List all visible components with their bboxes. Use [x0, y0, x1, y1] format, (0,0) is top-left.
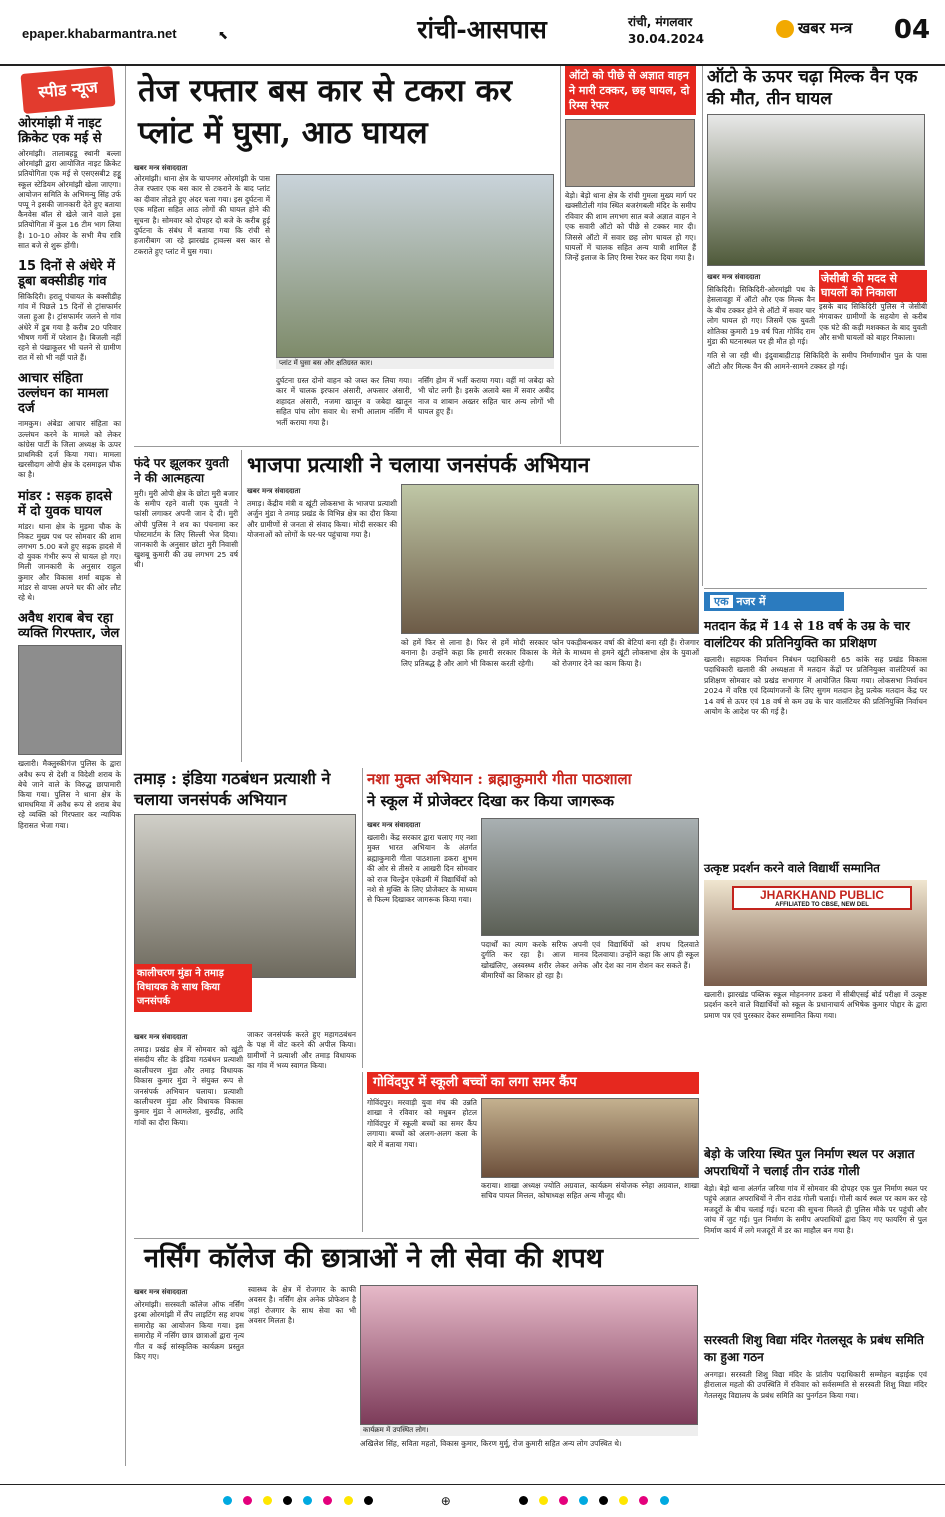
- arrest-photo: [18, 645, 122, 755]
- milk-van-text: सिकिदिरी। सिकिदिरी-ओरमांझी पथ के हेसलावड्डा में ऑटो और एक मिल्क वैन के बीच टक्कर होने से ऑटो में सवार चार लोग घायल हो गए। जिसमें एक युवती शोतिका कुमारी 19 वर्ष पिता गोविंद राम मुंडा की घटनास्थल पर ही मौत हो गई।: [707, 285, 815, 347]
- brief-title: मांडर : सड़क हादसे में दो युवक घायल: [18, 488, 112, 519]
- school-banner-sub: AFFILIATED TO CBSE, NEW DEL: [775, 902, 869, 908]
- bjp-byline: खबर मन्त्र संवाददाता: [247, 487, 301, 495]
- bridge-firing-story: [704, 1146, 927, 1328]
- nursing-col-1: [134, 1285, 244, 1449]
- summer-camp-text: गोविंदपुर। मरवाड़ी युवा मंच की उन्नति शाखा ने रविवार को मधुबन होटल गोविंदपुर में स्कूली बच्चों का समर कैंप लगाया। बच्चों को अलग-अलग कला के बारे में बताया गया।: [367, 1098, 477, 1149]
- lead-text: दुर्घटना ग्रस्त दोनो वाहन को जब्त कर लिया गया। कार में चालक इरफान अंसारी, अफसार अंसारी, शहादत अंसारी, नजमा खातून व जबेदा खातून सहित पांच लोग सवार थे। सभी आलाम नर्सिंग में भर्ती कराया गया है।: [276, 376, 412, 427]
- bjp-headline: भाजपा प्रत्याशी ने चलाया जनसंपर्क अभियान: [247, 452, 590, 477]
- color-dot: [263, 1496, 272, 1505]
- nursing-headline: नर्सिंग कॉलेज की छात्राओं ने ली सेवा की शपथ: [144, 1243, 604, 1274]
- lead-photo-caption: प्लांट में घुसा बस और क्षतिग्रस्त कार।: [276, 358, 554, 369]
- kicker-word: नजर में: [736, 595, 766, 608]
- lead-photo-wrap: [276, 174, 554, 374]
- brand-label: खबर मन्त्र: [798, 19, 853, 37]
- nursing-text: स्वास्थ्य के क्षेत्र में रोजगार के काफी अवसर है। नर्सिंग क्षेत्र अनेक प्रोफेशन है जहां रोजगार के साथ सेवा का भी अवसर मिलता है।: [248, 1285, 356, 1326]
- lead-headline: तेज रफ्तार बस कार से टकरा कर प्लांट में घुसा, आठ घायल: [138, 73, 512, 151]
- school-banner-name: JHARKHAND PUBLIC: [759, 888, 884, 902]
- nasha-text: पदार्थों का त्याग करके सरिफ अपनी दुर्गति कर रहा है। आज मानव खोखंलिए, अस्वस्थ्य शरीर लेकर अनेक बीमारियों का शिकार हो रहा है।: [481, 940, 588, 981]
- brand-logo-icon: [776, 20, 794, 38]
- suicide-text: मुरी। मुरी ओपी क्षेत्र के छोटा मुरी बजार के समीप रहने वाली एक युवती ने फांसी लगाकर अपनी जान दे दी। मुरी ओपी पुलिस ने शव का पंचनामा कर पोस्टमार्टम के लिए सिल्ली भेज दिया। जानकारी के अनुसार छोटा मुरी निवासी खुशबू कुमारी की उम्र लगभग 25 वर्ष थी।: [134, 489, 238, 570]
- bjp-text: तमाड़। केंद्रीय मंत्री व खूंटी लोकसभा के भाजपा प्रत्याशी अर्जुन मुंडा ने तमाड़ प्रखंड के विभिन्न क्षेत्र का दौरा किया और ग्रामीणों से जनता से संवाद किया। मोदी सरकार की योजनाओं को लोगों के घर-घर पहुंचाया गया है।: [247, 499, 397, 540]
- page-number: 04: [893, 15, 931, 45]
- crosshair-icon: ⊕: [440, 1494, 451, 1508]
- india-text: तमाड़। प्रखंड क्षेत्र में सोमवार को खूंटी संसदीय सीट के इंडिया गठबंधन प्रत्याशी कालीचरण मुंडा और तमाड़ विधायक विकास कुमार मुंडा ने संयुक्त रूप से जनसंपर्क अभियान चलाया। प्रत्याशी कालीचरण मुंडा और विधायक विकास कुमार मुंडा ने आमलेशा, बुरुडीह, आदि गांवों का दौरा किया।: [134, 1045, 243, 1127]
- summer-camp-photo: [481, 1098, 699, 1178]
- color-dot: [283, 1496, 292, 1505]
- color-dot: [599, 1496, 608, 1505]
- india-col-2: [247, 1030, 356, 1128]
- brief-title: अवैध शराब बेच रहा व्यक्ति गिरफ्तार, जेल: [18, 611, 120, 642]
- brief-text: खलारी। मैक्लुस्कीगंज पुलिस के द्वारा अवैध रूप से देशी व विदेशी शराब के बेचे जाने वाले के विरुद्ध छापामारी किया गया। पुलिस ने थाना क्षेत्र के धामधमिया में अवैध रूप से शराब बेच रहे व्यक्ति को गिरफ्तार कर न्यायिक हिरासत भेजा गया।: [18, 759, 121, 830]
- jharkhand-text: खलारी। झारखंड पब्लिक स्कूल मोहननगर डकरा में सीबीएसई बोर्ड परीक्षा में उत्कृष्ट प्रदर्शन करने वाले विद्यार्थियों को स्कूल के प्रधानाचार्य अभिषेक कुमार पोद्दार के द्वारा प्रमाण पत्र एवं पुरस्कार देकर सम्मानित किया गया।: [704, 990, 927, 1020]
- nursing-col-2: [248, 1285, 356, 1449]
- divider: [704, 588, 927, 589]
- lead-byline: खबर मन्त्र संवाददाता: [134, 164, 188, 172]
- india-text: जाकर जनसंपर्क करते हुए महागठबंधन के पक्ष में वोट करने की अपील किया। ग्रामीणों ने प्रत्याशी और तमाड़ विधायक का गांव में भव्य स्वागत किया।: [247, 1030, 356, 1071]
- divider: [0, 1484, 945, 1485]
- nursing-photo-caption: कार्यक्रम में उपस्थित लोग।: [360, 1425, 698, 1436]
- nursing-text: ओरमांझी। सरस्वती कॉलेज ऑफ नर्सिंग इरबा ओरमांझी में लैंप लाइटिंग सह शपथ समारोह का आयोजन किया गया। इस समारोह में नर्सिंग छात्र छात्राओं द्वारा नृत्य गीत व कई सांस्कृतिक कार्यक्रम प्रस्तुत किए गए।: [134, 1300, 244, 1362]
- nursing-byline: खबर मन्त्र संवाददाता: [134, 1288, 188, 1296]
- lead-col-3: [418, 376, 554, 418]
- color-dot: [243, 1496, 252, 1505]
- auto-accident-text: बेड़ो। बेड़ो थाना क्षेत्र के रांची गुमला मुख्य मार्ग पर खक्सीटोली गांव स्थित बजरंगबली मंदिर के समीप रविवार की शाम लगभग सात बजे अज्ञात वाहन ने एक सवारी ऑटो को पीछे से टक्कर मार दी। जिससे ऑटो में सवार छह लोग घायल हो गए। घायलों में चालक सहित अन्य यात्री शामिल हैं जिन्हें इलाज के लिए रिम्स रेफर कर दिया गया है।: [565, 191, 696, 263]
- saraswati-text: अनगड़ा। सरस्वती शिशु विद्या मंदिर के प्रांतीय पदाधिकारी सम्मोहन बड़ाईक एवं हीरालाल महतो की उपस्थिति में रविवार को सर्वसम्मति से सरस्वती शिशु विद्या मंदिर गेतलसूद विद्यालय के प्रबंध समिति का पुनर्गठन किया गया।: [704, 1370, 927, 1400]
- nasha-col-1: [367, 818, 477, 982]
- nursing-text: अखिलेश सिंह, सविता महतो, विकास कुमार, किरण मुर्मू, रोज कुमारी सहित अन्य लोग उपस्थित थे।: [360, 1439, 622, 1448]
- jcb-rescue-title: जेसीबी की मदद से घायलों को निकाला: [819, 270, 927, 302]
- summer-camp-text: कराया। शाखा अध्यक्ष ज्योति अग्रवाल, कार्यक्रम संयोजक स्नेहा अग्रवाल, शाखा सचिव पायल मित्तल, कोषाध्यक्ष सहित अन्य मौजूद थी।: [481, 1181, 699, 1201]
- brief-title: 15 दिनों से अंधेरे में डूबा बक्सीडीह गांव: [18, 259, 115, 290]
- india-col-1: [134, 1030, 243, 1128]
- brief-title: आचार संहिता उल्लंघन का मामला दर्ज: [18, 371, 109, 417]
- city-day: रांची, मंगलवार: [628, 15, 693, 29]
- nasha-mukt-story: [362, 768, 699, 1068]
- school-award-photo: [704, 880, 927, 986]
- suicide-headline: फंदे पर झूलकर युवती ने की आत्महत्या: [134, 456, 229, 485]
- lead-story: [134, 66, 554, 444]
- color-dot: [223, 1496, 232, 1505]
- color-dot: [344, 1496, 353, 1505]
- registration-strip: [220, 1490, 740, 1508]
- section-title: रांची-आसपास: [417, 15, 547, 44]
- nasha-headline-1: नशा मुक्त अभियान : ब्रह्माकुमारी गीता पाठशाला: [367, 770, 632, 788]
- color-dot: [559, 1496, 568, 1505]
- dateline: [628, 14, 704, 48]
- milk-van-headline: ऑटो के ऊपर चढ़ा मिल्क वैन एक की मौत, तीन घायल: [707, 67, 918, 109]
- milk-van-byline: खबर मन्त्र संवाददाता: [707, 273, 761, 281]
- milk-van-photo: [707, 114, 925, 266]
- booth-text: खलारी। सहायक निर्वाचन निबंधन पदाधिकारी 65 कांके सह प्रखंड विकास पदाधिकारी खलारी की अध्यक्षता में मतदान केंद्रों पर प्रतिनियुक्त वालंटियर्स का प्रशिक्षण सोमवार को प्रखंड सभागार में आयोजित किया गया। लोकसभा निर्वाचन 2024 में वरिष्ठ एवं दिव्यांगजनों के लिए सुगम मतदान हेतु प्रत्येक मतदान केंद्र पर 14 वर्ष से ऊपर एवं 18 वर्ष से कम उम्र के चार वालंटियर की प्रतिनियुक्ति निर्वाचन आयोग के आदेश पर की गई है।: [704, 655, 927, 717]
- india-headline: तमाड़ : इंडिया गठबंधन प्रत्याशी ने चलाया जनसंपर्क अभियान: [134, 769, 331, 809]
- color-dot: [639, 1496, 648, 1505]
- jharkhand-headline: उत्कृष्ट प्रदर्शन करने वाले विद्यार्थी सम्मानित: [704, 861, 880, 875]
- issue-date: 30.04.2024: [628, 32, 704, 46]
- nasha-byline: खबर मन्त्र संवाददाता: [367, 821, 421, 829]
- india-alliance-story: [134, 768, 356, 1238]
- bridge-headline: बेड़ो के जरिया स्थित पुल निर्माण स्थल पर अज्ञात अपराधियों ने चलाई तीन राउंड गोली: [704, 1147, 915, 1178]
- color-dot: [323, 1496, 332, 1505]
- milk-van-story: [702, 66, 927, 586]
- bjp-campaign-story: [247, 450, 699, 762]
- nasha-text: एवं विद्यार्थियों को शपथ दिलवाते दिलवाया। उन्होंने कहा कि आप ही स्कूल और देश का नाम रोशन कर सकते हैं।: [592, 940, 699, 970]
- brief-text: मांडर। थाना क्षेत्र के मुड़मा चौक के निकट मुख्य पथ पर सोमवार की शाम लगभग 5.00 बजे हुए सड़क हादसे में दो युवक गंभीर रूप से घायल हो गए। मिली जानकारी के अनुसार राहुल कुमार और विकास शर्मा बाइक से मांडर से वापस अपने घर की ओर लौट रहे थे।: [18, 521, 121, 603]
- nasha-text: खलारी। केंद्र सरकार द्वारा चलाए गए नशा मुक्त भारत अभियान के अंतर्गत ब्रह्माकुमारी गीता पाठशाला डकरा शुभम की ओर से तीसरे व आखरी दिन सोमवार को राज चिल्ड्रेन एकेडमी में विद्यार्थियों को नशे से मुक्ति के लिए प्रोजेक्टर के माध्यम से फिल्म दिखाकर जागरूक किया गया।: [367, 833, 477, 905]
- brief-text: ओरमांझी। तालाबहडू स्थानी बल्ला ओरमांझी द्वारा आयोजित नाइट क्रिकेट प्रतियोगिता एक मई से एसएसबी2 हड्डू स्कूल स्टेडियम ओरमांझी खेला जाएगा। आयोजन समिति के अभिमन्यु सिंह उर्फ पप्पू ने इसकी जानकारी देते हुए बताया कैनवेस बॉल से खेले जाने वाले इस प्रतियोगिता में कुल 16 टीम भाग लिया है। 10-10 ओवर के सभी मैच रात्रि सात बजे से शुरू होंगी।: [18, 149, 121, 250]
- bjp-rally-photo: [401, 484, 699, 634]
- lead-col-1: [134, 174, 270, 257]
- bus-crash-photo: [276, 174, 554, 358]
- nursing-college-story: [134, 1238, 699, 1484]
- brief-text: सिकिदिरी। हरातू पंचायत के बक्सीडीह गांव में पिछले 15 दिनों से ट्रांसफार्मर जला हुआ है। ट्रांसफार्मर जलने से गांव अंधेरे में डूब गया है करीब 20 परिवार भीषण गर्मी में परेशान है। बिजली नहीं रहने से पंखाकूलर भी चलने से ग्रामीण रात में सो भी नहीं पाते हैं।: [18, 292, 121, 363]
- bridge-text: बेड़ो। बेड़ो थाना अंतर्गत जरिया गांव में सोमवार की दोपहर एक पुल निर्माण स्थल पर पहुंचे अज्ञात अपराधियों ने तीन राउंड गोली चलाई। गोली कार्य स्थल पर काम कर रहे मजदूरों के बीच चलाई गई। घटना की सूचना मिलते ही पुलिस मौके पर पहुंची और जांच में जुट गई। पुल निर्माण के समीप अपराधियों द्वारा किए गए फायरिंग से पुल निर्माण कार्य में लगे मजदूरों में डर का माहौल बन गया है।: [704, 1184, 927, 1235]
- india-rally-photo: [134, 814, 356, 978]
- color-dot: [619, 1496, 628, 1505]
- brand-name: [776, 18, 852, 38]
- saraswati-headline: सरस्वती शिशु विद्या मंदिर गेतलसूद के प्रबंध समिति का हुआ गठन: [704, 1333, 924, 1364]
- lead-text: नर्सिंग होम में भर्ती कराया गया। वहीं मां जबेदा को भी चोट लगी है। इसके अलावे बस में सवार अबीद नाज व शाबान अख्तर सहित चार अन्य लोगों भी घायल हुए हैं।: [418, 376, 554, 417]
- milk-van-text: गति से जा रही थी। इंदुवाबाद़ीटाड़ सिकिदिरी के समीप निर्माणाधीन पुल के पास ऑटो और मिल्क वैन की आमने-सामने टक्कर हो गई।: [707, 351, 927, 371]
- milk-van-text: इसके बाद सिकिदिरी पुलिस ने जेसीबी मंगवाकर ग्रामीणों के सहयोग से करीब एक घंटे की कड़ी मशक्कत के बाद युवती और सभी घायलों को बाहर निकाला।: [819, 302, 927, 343]
- speed-news-logo: स्पीड न्यूज: [20, 66, 115, 114]
- bjp-text: फोन पकड़ीबन्धकर वर्षा की बेटियां बना रही हैं। रोजगार मेले के माध्यम से हमने खूंटी लोकसभा क्षेत्र के युवाओं को रोजगार देने का काम किया है।: [552, 638, 699, 668]
- lead-text: ओरमांझी। थाना क्षेत्र के चापनगर ओरमांझी के पास तेज रफ्तार एक बस कार से टकराने के बाद प्लांट का दीवार तोड़ते हुए अंदर चला गया। इस दुर्घटना में एक महिला सहित आठ लोगों की घायल होने की सूचना है। सोमवार को दोपहर दो बजे के करीब हुई दुर्घटना के संबंध में बताया गया कि रांची से हजारीबाग जा रहे झारखंड ट्रावल्स बस कार से टकराते हुए प्लांट में घुस गया।: [134, 174, 270, 256]
- projector-photo: [481, 818, 699, 936]
- nasha-headline-2: ने स्कूल में प्रोजेक्टर दिखा कर किया जागरूक: [367, 792, 615, 810]
- booth-volunteers-story: [704, 592, 927, 854]
- school-banner: [732, 886, 912, 910]
- color-dot: [539, 1496, 548, 1505]
- suicide-story: [134, 450, 242, 762]
- jharkhand-school-story: [704, 860, 927, 1142]
- color-dot: [519, 1496, 528, 1505]
- cursor-icon: ⬉: [218, 28, 229, 42]
- auto-accident-headline: ऑटो को पीछे से अज्ञात वाहन ने मारी टक्कर, छह घायल, दो रिम्स रेफर: [565, 66, 696, 115]
- color-dot: [579, 1496, 588, 1505]
- ek-nazar-kicker: [704, 592, 844, 611]
- summer-camp-photo-block: [481, 1098, 699, 1202]
- nasha-photo-block: [481, 818, 699, 982]
- milk-van-col-2: [819, 270, 927, 347]
- bjp-col-1: [247, 484, 397, 669]
- nursing-photo-block: [360, 1285, 698, 1449]
- injured-photo: [565, 119, 695, 187]
- auto-accident-story: [560, 66, 696, 444]
- speed-news-column: [18, 66, 126, 1466]
- summer-camp-title: गोविंदपुर में स्कूली बच्चों का लगा समर कैंप: [367, 1072, 699, 1094]
- nursing-photo: [360, 1285, 698, 1425]
- bjp-text: को हमें फिर से लाना है। फिर से हमें मोदी सरकार बनाना है। उन्होंने कहा कि हमारी सरकार विकास के लिए प्रतिबद्ध है और आगे भी विकास करती रहेगी।: [401, 638, 548, 668]
- brief-title: ओरमांझी में नाइट क्रिकेट एक मई से: [18, 116, 102, 146]
- brief-text: नामकुम। अंबेडा आचार संहिता का उल्लंघन करने के मामले को लेकर कांग्रेस पार्टी के जिला अध्यक्ष के ऊपर प्राथमिकी दर्ज किया गया। मामला खरसीदाग ओपी क्षेत्र के दसमाइल चौक का है।: [18, 419, 121, 480]
- booth-headline: मतदान केंद्र में 14 से 18 वर्ष के उम्र के चार वालंटियर की प्रतिनियुक्ति का प्रशिक्षण: [704, 618, 910, 650]
- nasha-headline: [367, 768, 699, 812]
- india-byline: खबर मन्त्र संवाददाता: [134, 1033, 188, 1041]
- lead-col-2: [276, 376, 412, 428]
- summer-camp-story: [362, 1072, 699, 1232]
- color-dot: [660, 1496, 669, 1505]
- saraswati-story: [704, 1332, 927, 1482]
- page-header: [0, 0, 945, 66]
- color-dot: [303, 1496, 312, 1505]
- site-url[interactable]: epaper.khabarmantra.net: [22, 26, 177, 41]
- kicker-word: एक: [710, 595, 733, 608]
- color-dot: [364, 1496, 373, 1505]
- bjp-photo-block: [401, 484, 699, 669]
- divider: [134, 446, 699, 447]
- milk-van-col-1: [707, 270, 815, 347]
- kalicharan-box: कालीचरण मुंडा ने तमाड़ विधायक के साथ किया जनसंपर्क: [134, 964, 252, 1012]
